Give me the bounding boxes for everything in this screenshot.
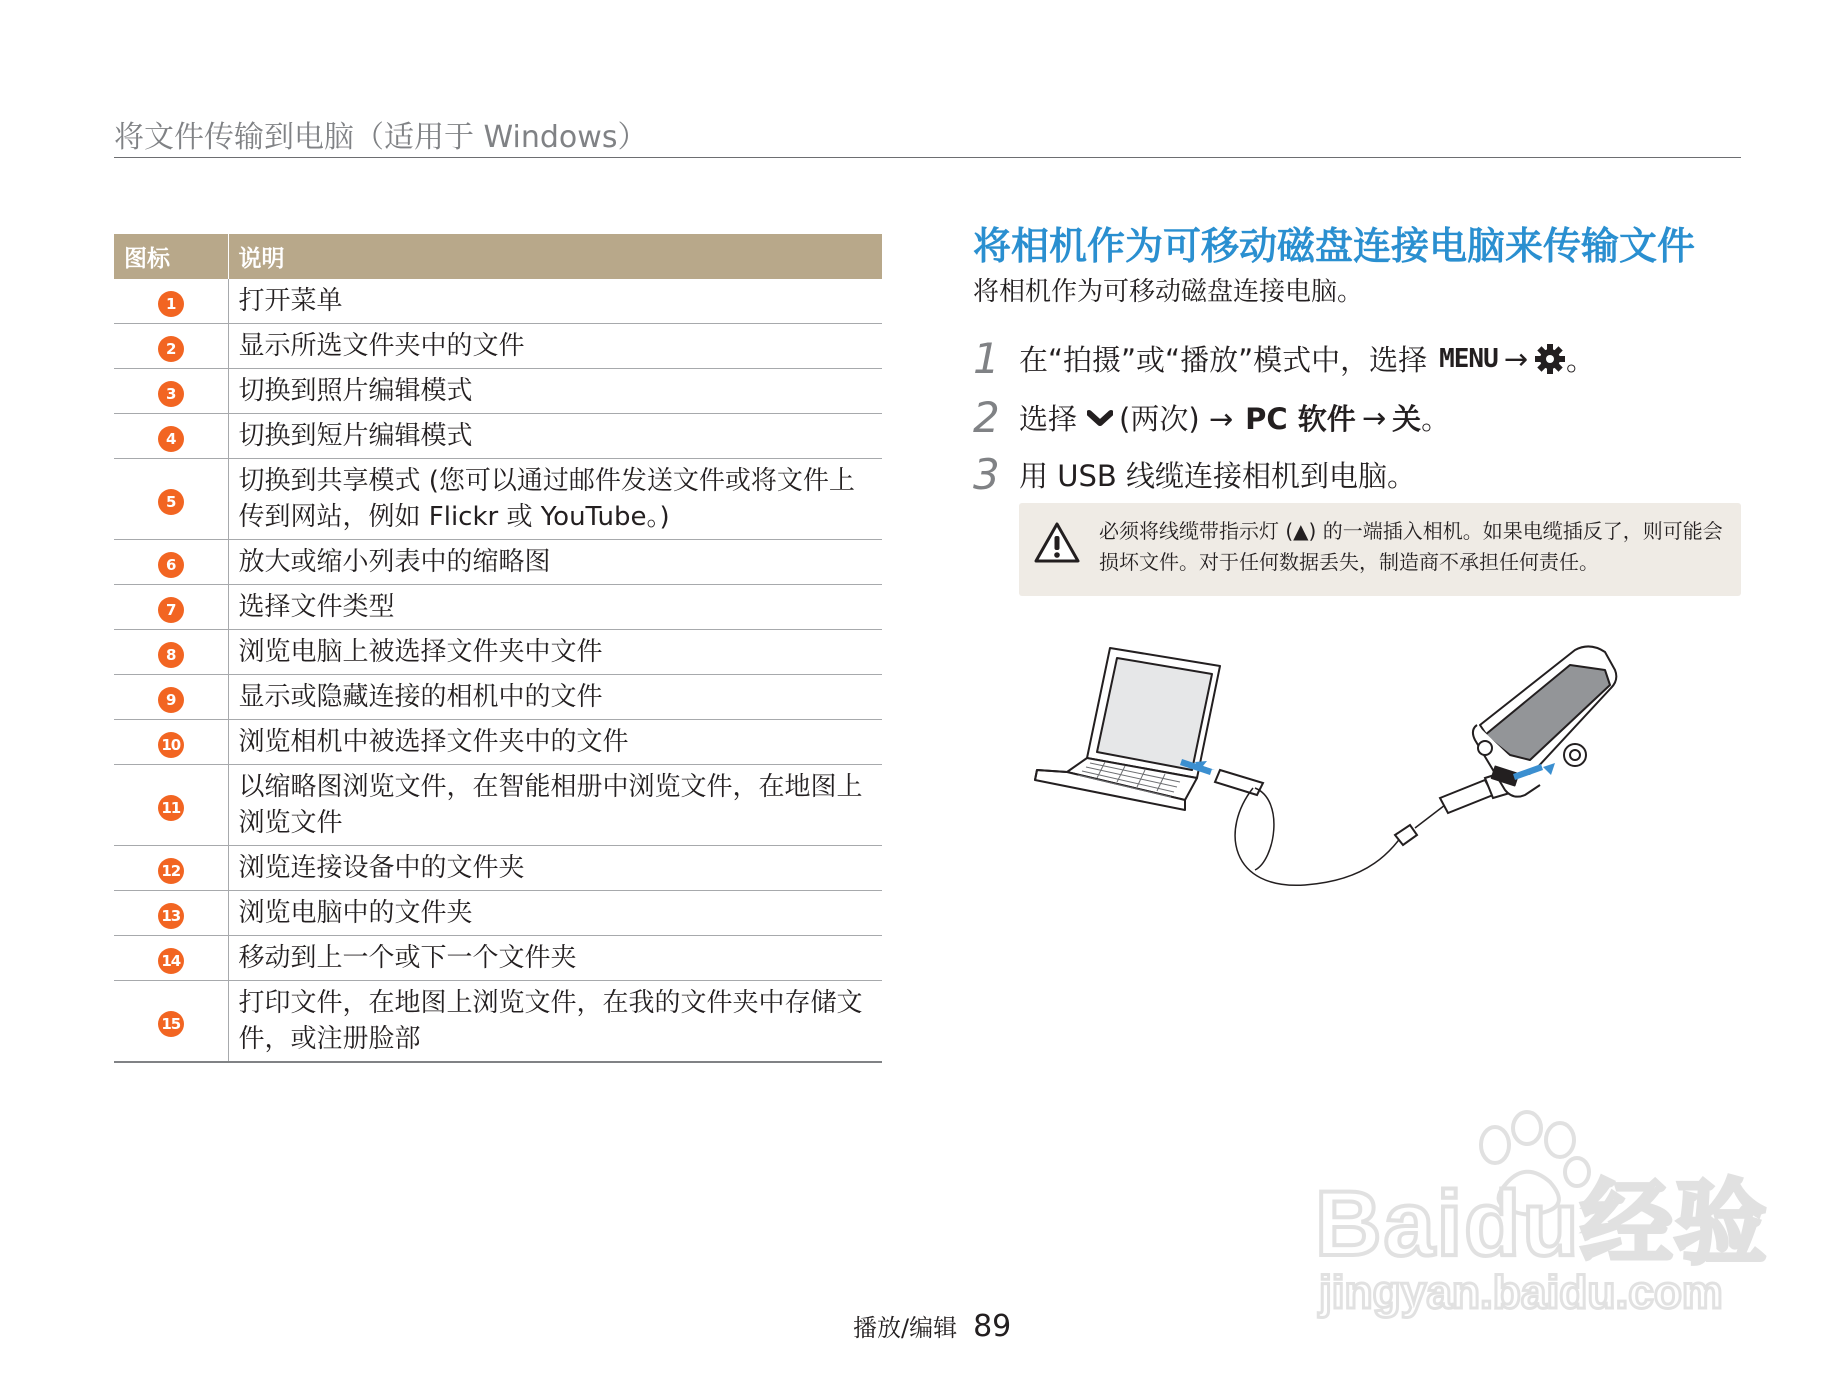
table-cell-description: 切换到共享模式 (您可以通过邮件发送文件或将文件上传到网站，例如 Flickr 或 YouTube。): [228, 459, 882, 540]
step-number: 3: [973, 450, 1000, 499]
table-cell-icon: [114, 936, 228, 981]
chevron-down-icon: [1087, 408, 1113, 428]
step-number: 1: [973, 334, 1000, 383]
table-cell-icon: [114, 459, 228, 540]
table-row: [114, 585, 882, 630]
watermark-url: jingyan.baidu.com: [1319, 1266, 1723, 1318]
callout-number-badge: 9: [158, 687, 184, 713]
table-header-description: 说明: [228, 234, 882, 279]
table-row: [114, 981, 882, 1063]
table-cell-icon: [114, 369, 228, 414]
table-row: [114, 765, 882, 846]
icon-description-table: [114, 234, 882, 1063]
table-row: [114, 414, 882, 459]
table-cell-icon: [114, 540, 228, 585]
callout-number-badge: 15: [158, 1011, 184, 1037]
table-cell-description: 放大或缩小列表中的缩略图: [228, 540, 882, 585]
pc-software-label: PC 软件: [1245, 402, 1356, 436]
table-cell-icon: [114, 675, 228, 720]
page-footer: [853, 1308, 1011, 1344]
table-cell-description: 切换到照片编辑模式: [228, 369, 882, 414]
step-mid: (两次) →: [1119, 402, 1234, 436]
gear-icon: [1534, 343, 1566, 375]
step-text: 选择: [1019, 402, 1078, 436]
section-subtitle: 将相机作为可移动磁盘连接电脑。: [973, 277, 1364, 307]
step-1: [973, 334, 1595, 383]
table-cell-icon: [114, 414, 228, 459]
table-header-row: [114, 234, 882, 279]
step-3: [973, 450, 1416, 499]
warning-icon: [1033, 521, 1081, 565]
table-cell-description: 切换到短片编辑模式: [228, 414, 882, 459]
table-row: [114, 324, 882, 369]
table-body: [114, 279, 882, 1062]
table-row: [114, 279, 882, 324]
off-label: 关: [1392, 402, 1422, 436]
callout-number-badge: 14: [158, 948, 184, 974]
page-number: 89: [973, 1309, 1012, 1344]
step-2: [973, 393, 1450, 442]
table-cell-description: 以缩略图浏览文件，在智能相册中浏览文件，在地图上浏览文件: [228, 765, 882, 846]
table-cell-description: 浏览电脑上被选择文件夹中文件: [228, 630, 882, 675]
caution-note: [1019, 503, 1741, 596]
step-text: 在“拍摄”或“播放”模式中，选择: [1019, 343, 1428, 377]
callout-number-badge: 3: [158, 381, 184, 407]
table-cell-icon: [114, 279, 228, 324]
callout-number-badge: 7: [158, 597, 184, 623]
table-row: [114, 720, 882, 765]
callout-number-badge: 5: [158, 489, 184, 515]
step-suffix: 。: [1421, 402, 1451, 436]
table-cell-description: 移动到上一个或下一个文件夹: [228, 936, 882, 981]
table-cell-description: 浏览电脑中的文件夹: [228, 891, 882, 936]
table-row: [114, 369, 882, 414]
usb-cable-drawing: [1215, 770, 1520, 885]
table-cell-description: 显示或隐藏连接的相机中的文件: [228, 675, 882, 720]
footer-section-name: 播放/编辑: [853, 1314, 958, 1342]
usb-connection-illustration: [1015, 630, 1655, 890]
table-cell-description: 打开菜单: [228, 279, 882, 324]
callout-number-badge: 2: [158, 336, 184, 362]
step-suffix: 。: [1566, 343, 1596, 377]
table-cell-description: 显示所选文件夹中的文件: [228, 324, 882, 369]
table-cell-icon: [114, 630, 228, 675]
callout-number-badge: 11: [158, 795, 184, 821]
table-cell-icon: [114, 765, 228, 846]
page-header-title: 将文件传输到电脑（适用于 Windows）: [114, 120, 648, 155]
table-cell-icon: [114, 585, 228, 630]
callout-number-badge: 10: [158, 732, 184, 758]
table-header-icon: 图标: [114, 234, 228, 279]
table-cell-description: 打印文件，在地图上浏览文件，在我的文件夹中存储文件，或注册脸部: [228, 981, 882, 1063]
watermark-logo-text: Baidu经验: [1315, 1173, 1769, 1275]
table-cell-description: 浏览相机中被选择文件夹中的文件: [228, 720, 882, 765]
step-number: 2: [973, 393, 1000, 442]
laptop-drawing: [1035, 648, 1220, 810]
step-text: 用 USB 线缆连接相机到电脑。: [1019, 459, 1416, 493]
table-cell-icon: [114, 846, 228, 891]
table-row: [114, 936, 882, 981]
arrow: →: [1503, 341, 1529, 376]
table-cell-icon: [114, 324, 228, 369]
callout-number-badge: 12: [158, 858, 184, 884]
table-row: [114, 891, 882, 936]
table-row: [114, 846, 882, 891]
callout-number-badge: 1: [158, 291, 184, 317]
callout-number-badge: 4: [158, 426, 184, 452]
table-row: [114, 630, 882, 675]
camera-drawing: [1473, 646, 1616, 796]
menu-button-glyph: MENU: [1439, 343, 1498, 374]
table-row: [114, 675, 882, 720]
caution-text: 必须将线缆带指示灯 (▲) 的一端插入相机。如果电缆插反了，则可能会损坏文件。对于任何数据丢失，制造商不承担任何责任。: [1099, 519, 1723, 574]
table-row: [114, 459, 882, 540]
table-cell-description: 浏览连接设备中的文件夹: [228, 846, 882, 891]
callout-number-badge: 13: [158, 903, 184, 929]
baidu-watermark: [1315, 1110, 1769, 1330]
table-cell-description: 选择文件类型: [228, 585, 882, 630]
table-cell-icon: [114, 981, 228, 1063]
table-cell-icon: [114, 720, 228, 765]
table-cell-icon: [114, 891, 228, 936]
callout-number-badge: 6: [158, 552, 184, 578]
section-title: 将相机作为可移动磁盘连接电脑来传输文件: [973, 224, 1696, 268]
page-header: [114, 118, 1741, 158]
arrow: →: [1361, 400, 1387, 435]
table-row: [114, 540, 882, 585]
callout-number-badge: 8: [158, 642, 184, 668]
